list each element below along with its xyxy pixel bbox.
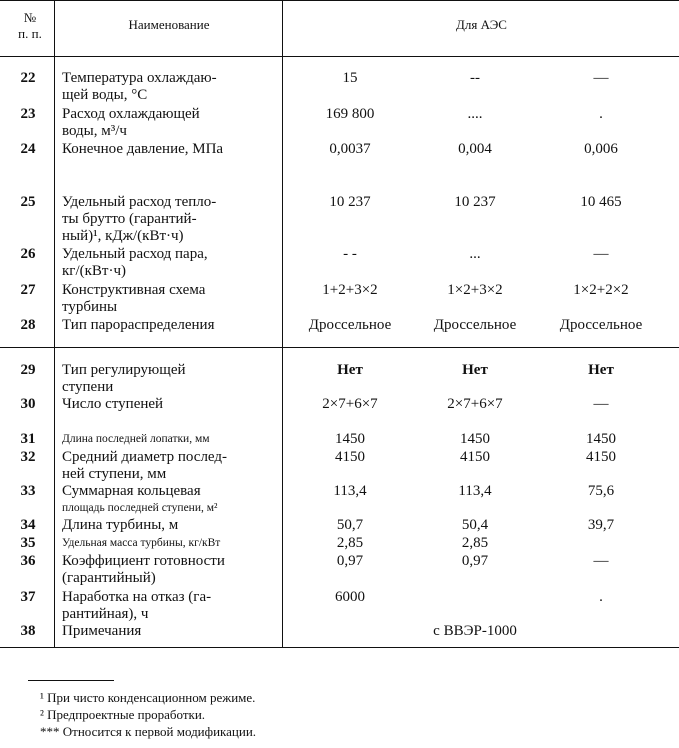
row-value-2: 0,97: [461, 553, 489, 569]
row-value-3: —: [593, 70, 609, 86]
row-name-line: Конечное давление, МПа: [62, 141, 224, 157]
row-value-2: ....: [467, 106, 483, 122]
row-name-line: Расход охлаждающей: [62, 106, 200, 122]
row-name-line: Наработка на отказ (га-: [62, 589, 212, 605]
row-name: [62, 194, 216, 245]
row-value-1: Дроссельное: [308, 317, 392, 333]
row-number: 37: [20, 589, 36, 605]
row-value-2: 2,85: [461, 535, 489, 551]
table-top-rule: [0, 0, 679, 1]
row-name: [62, 362, 186, 396]
row-value-3: 39,7: [587, 517, 615, 533]
row-value-3: 4150: [586, 449, 616, 465]
row-value-1: 0,97: [336, 553, 364, 569]
row-name: [62, 246, 208, 280]
row-value-1: 2,85: [336, 535, 364, 551]
row-value-3: 1450: [586, 431, 616, 447]
row-number: 23: [20, 106, 36, 122]
row-name-line: турбины: [62, 299, 118, 315]
footnote: ² Предпроектные проработки.: [40, 707, 206, 722]
row-name: [62, 535, 220, 552]
row-name: [62, 106, 200, 140]
row-name: [62, 517, 178, 534]
row-value-3: 0,006: [584, 141, 618, 157]
row-value-2: ...: [469, 246, 481, 262]
row-name: [62, 589, 211, 623]
row-value-1: 1450: [335, 431, 365, 447]
row-value-3: —: [593, 396, 609, 412]
row-name: [62, 282, 205, 316]
row-value-3: —: [593, 553, 609, 569]
row-value-2: 1×2+3×2: [447, 282, 503, 298]
row-name-line: Тип регулирующей: [62, 362, 186, 378]
row-number: 34: [20, 517, 36, 533]
row-name: [62, 449, 227, 483]
row-name: [62, 623, 141, 640]
row-name-line: ступени: [62, 379, 114, 395]
row-value-2: --: [470, 70, 480, 86]
row-number: 25: [20, 194, 36, 210]
row-value-3: Нет: [588, 362, 614, 378]
row-number: 24: [20, 141, 36, 157]
row-name-line: ты брутто (гарантий-: [62, 211, 197, 227]
row-name-line: щей воды, °С: [62, 87, 148, 103]
row-value-1: 15: [342, 70, 358, 86]
row-name-line: Примечания: [62, 623, 142, 639]
row-value-3: .: [599, 106, 603, 122]
row-name-line: Число ступеней: [62, 396, 164, 412]
row-value-3: 10 465: [580, 194, 622, 210]
row-value-2: Дроссельное: [433, 317, 517, 333]
row-name: [62, 396, 163, 413]
row-name: [62, 431, 210, 448]
row-value-1: - -: [343, 246, 357, 262]
header-group-label: Для АЭС: [456, 17, 507, 32]
row-name: [62, 70, 217, 104]
row-value-3: .: [599, 589, 603, 605]
row-value-3: 1×2+2×2: [573, 282, 629, 298]
row-value-3: 75,6: [587, 483, 615, 499]
row-value-1: 113,4: [333, 483, 367, 499]
row-name: [62, 553, 225, 587]
row-number: 28: [20, 317, 36, 333]
header-num-line2: п. п.: [18, 26, 42, 41]
header-name-label: Наименование: [128, 17, 210, 32]
row-name-line: (гарантийный): [62, 570, 156, 586]
row-number: 33: [20, 483, 36, 499]
row-number: 32: [20, 449, 36, 465]
row-name-line: Средний диаметр послед-: [62, 449, 228, 465]
row-name-line: ный)¹, кДж/(кВт·ч): [62, 228, 184, 244]
row-value-1: 4150: [335, 449, 365, 465]
row-value-1: 1+2+3×2: [322, 282, 378, 298]
row-value-1: Нет: [337, 362, 363, 378]
row-value-1: 169 800: [325, 106, 375, 122]
row-value-2: 4150: [460, 449, 490, 465]
row-number: 29: [20, 362, 36, 378]
section-rule: [0, 347, 679, 348]
row-number: 27: [20, 282, 36, 298]
row-number: 22: [20, 70, 36, 86]
row-name-line: Удельный расход пара,: [62, 246, 208, 262]
row-name-line: ней ступени, мм: [62, 466, 167, 482]
header-num-line1: №: [23, 10, 37, 25]
row-name-line: Удельный расход тепло-: [62, 194, 217, 210]
row-name: [62, 317, 214, 334]
footnote: *** Относится к первой модификации.: [40, 724, 257, 739]
row-value-2: 2×7+6×7: [447, 396, 503, 412]
row-name-line: Коэффициент готовности: [62, 553, 225, 569]
header-bottom-rule: [0, 56, 679, 57]
row-value-1: 0,0037: [329, 141, 371, 157]
row-name-line: Конструктивная схема: [62, 282, 206, 298]
row-value-3: —: [593, 246, 609, 262]
footnote: ¹ При чисто конденсационном режиме.: [40, 690, 256, 705]
row-value-1: 10 237: [329, 194, 371, 210]
col-divider-num: [54, 0, 55, 648]
row-name-line: Длина турбины, м: [62, 517, 179, 533]
row-value-2: 50,4: [461, 517, 489, 533]
header-num-label: [8, 10, 52, 42]
row-value-2: 10 237: [454, 194, 496, 210]
row-value-2: 113,4: [458, 483, 492, 499]
row-name-line: площадь последней ступени, м²: [62, 502, 218, 514]
row-name-line: воды, м³/ч: [62, 123, 127, 139]
row-name-line: рантийная), ч: [62, 606, 149, 622]
row-value-2: 1450: [460, 431, 490, 447]
row-name-line: Удельная масса турбины, кг/кВт: [62, 537, 221, 549]
row-name-line: Длина последней лопатки, мм: [62, 433, 210, 445]
row-value-2: Нет: [462, 362, 488, 378]
row-name: [62, 141, 223, 158]
row-number: 38: [20, 623, 36, 639]
row-value-1: 6000: [335, 589, 365, 605]
row-name: [62, 483, 217, 517]
row-value-3: Дроссельное: [559, 317, 643, 333]
row-number: 36: [20, 553, 36, 569]
col-divider-name: [282, 0, 283, 648]
row-number: 26: [20, 246, 36, 262]
row-number: 35: [20, 535, 36, 551]
row-name-line: Тип парораспределения: [62, 317, 215, 333]
row-value-2: 0,004: [458, 141, 492, 157]
row-number: 30: [20, 396, 36, 412]
row-value-1: 2×7+6×7: [322, 396, 378, 412]
row-name-line: Температура охлаждаю-: [62, 70, 217, 86]
row-name-line: Суммарная кольцевая: [62, 483, 201, 499]
row-number: 31: [20, 431, 36, 447]
row-name-line: кг/(кВт·ч): [62, 263, 126, 279]
row-value-2: с ВВЭР-1000: [433, 623, 517, 639]
footnote-rule: [28, 680, 114, 681]
row-value-1: 50,7: [336, 517, 364, 533]
table-bottom-rule: [0, 647, 679, 648]
